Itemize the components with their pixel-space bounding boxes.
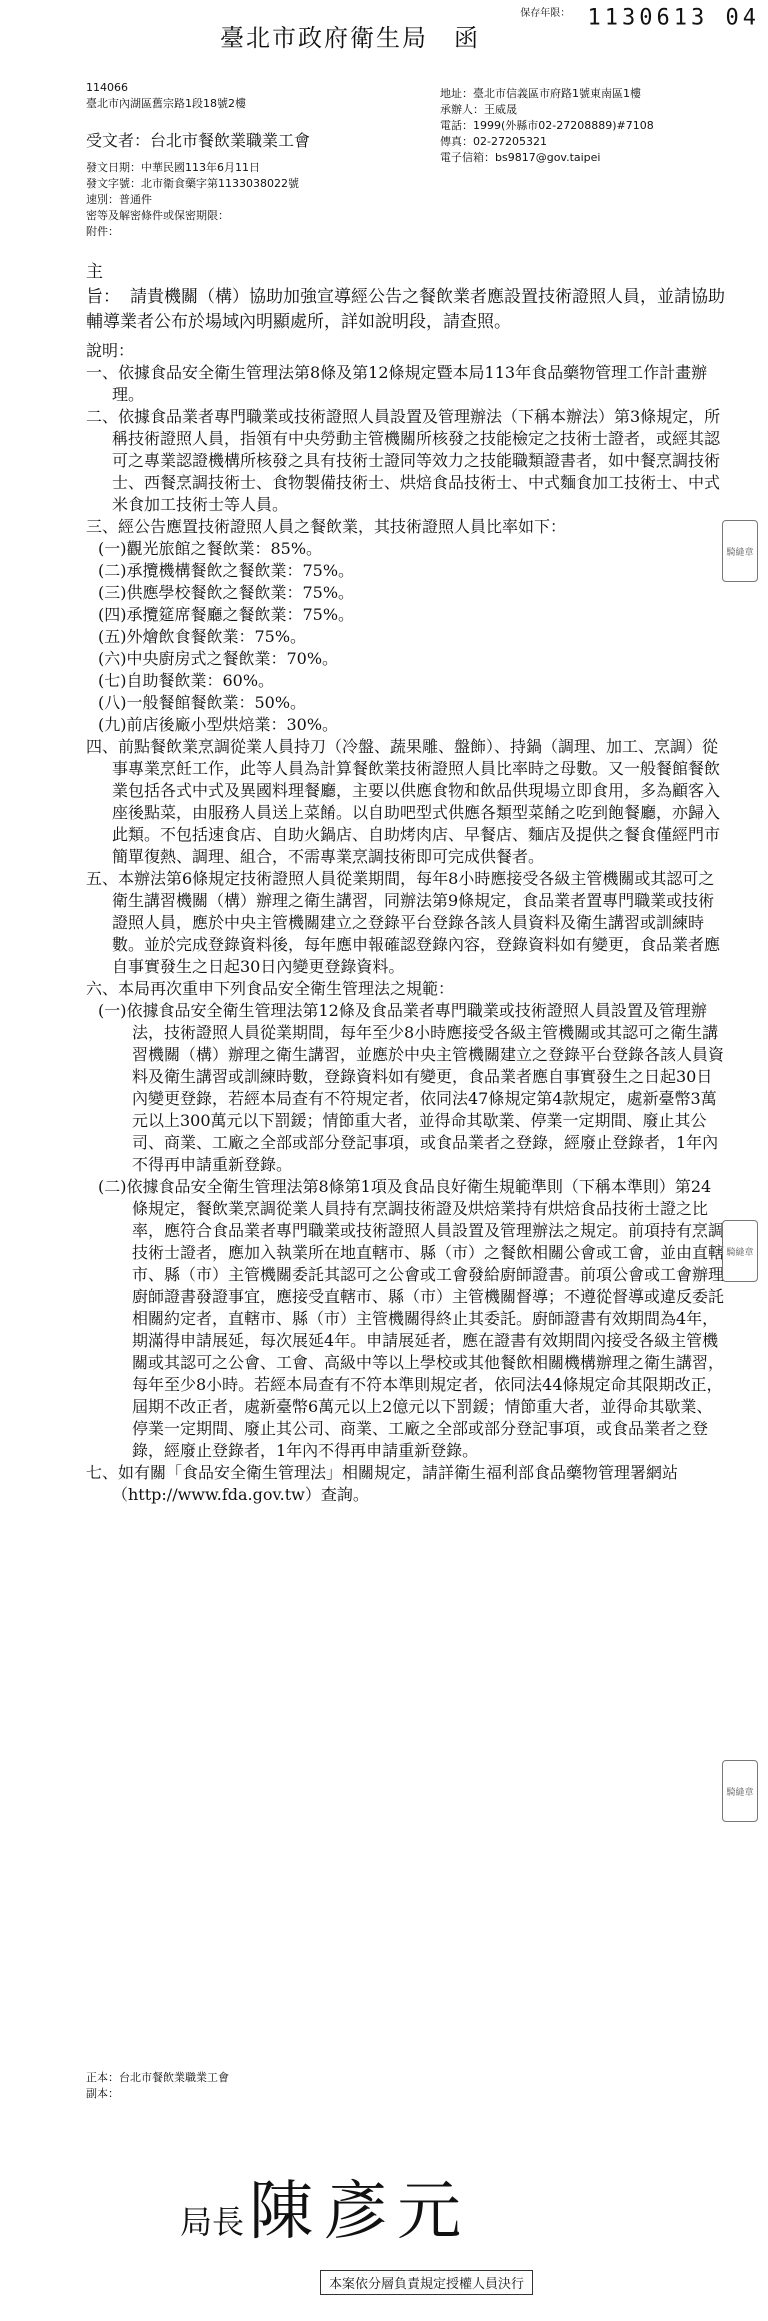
signature-title: 局長 [180,2203,245,2241]
speed: 速別：普通件 [86,193,152,206]
archive-code: 1130613 04 [587,5,760,31]
sub-item: (二)依據食品安全衛生管理法第8條第1項及食品良好衛生規範準則（下稱本準則）第24條規定，餐飲業烹調從業人員持有烹調技術證及烘焙業持有烘焙食品技術士證之比率，應符合食品業者專門職業或技術證照人員設置及管理辦法之規定。前項持有烹調技術士證者，應加入執業所在地直轄市、縣（市）之餐飲相關公會或工會，並由直轄市、縣（市）主管機關委託其認可之公會或工會發給廚師證書。前項公會或工會辦理廚師證書發證事宜，應接受直轄市、縣（市）主管機關督導；不遵從督導或違反委託相關約定者，直轄市、縣（市）主管機關得終止其委託。廚師證書有效期間為4年，期滿得申請展延，每次展延4年。申請展延者，應在證書有效期間內接受各級主管機關或其認可之公會、工會、高級中等以上學校或其他餐飲相關機構辦理之衛生講習，每年至少8小時。若經本局查有不符本準則規定者，依同法44條規定命其限期改正，屆期不改正者，處新臺幣6萬元以上2億元以下罰鍰；情節重大者，並得命其歇業、停業一定期間、廢止其公司、商業、工廠之全部或部分登記事項，或食品業者之登錄，經廢止登錄者，1年內不得再申請重新登錄。 [98,1177,725,1460]
issue-date: 發文日期：中華民國113年6月11日 [86,161,260,174]
rate-item: (一)觀光旅館之餐飲業：85%。 [98,539,323,558]
archive-stamp [520,4,760,30]
signature-name: 陳彥元 [249,2175,472,2249]
recipient-line: 受文者：台北市餐飲業職業工會 [86,131,311,150]
contact-fax: 傳真：02-27205321 [440,135,547,148]
list-item: 五、本辦法第6條規定技術證照人員從業期間，每年8小時應接受各級主管機關或其認可之衛生講習機關（構）辦理之衛生講習，同辦法第9條規定，食品業者置專門職業或技術證照人員，應於中央主管機關建立之登錄平台登錄各該人員資料及衛生講習或訓練時數。並於完成登錄資料後，每年應申報確認登錄內容，登錄資料如有變更，食品業者應自事實發生之日起30日內變更登錄資料。 [86,869,721,976]
contact-block [440,86,740,166]
meta-block [86,160,299,240]
sender-postal: 114066 [86,81,128,94]
subject-block [86,260,726,335]
authorization-note: 本案依分層負責規定授權人員決行 [320,2270,533,2295]
sender-block [86,80,246,112]
list-item: 一、依據食品安全衛生管理法第8條及第12條規定暨本局113年食品藥物管理工作計畫辦理。 [86,363,708,404]
attachments: 附件： [86,225,119,238]
rate-item: (六)中央廚房式之餐飲業：70%。 [98,649,339,668]
list-item: 六、本局再次重申下列食品安全衛生管理法之規範： [86,979,455,998]
sub-item: (一)依據食品安全衛生管理法第12條及食品業者專門職業或技術證照人員設置及管理辦法，技術證照人員從業期間，每年至少8小時應接受各級主管機關或其認可之衛生講習機關（構）辦理之衛生講習，並應於中央主管機關建立之登錄平台登錄各該人員資料及衛生講習或訓練時數，登錄資料如有變更，食品業者應自事實發生之日起30日內變更登錄，若經本局查有不符規定者，依同法47條規定第4款規定，處新臺幣3萬元以上300萬元以下罰鍰；情節重大者，並得命其歇業、停業一定期間、廢止其公司、商業、工廠之全部或部分登記事項，或食品業者之登錄，經廢止登錄者，1年內不得再申請重新登錄。 [98,1001,725,1174]
rate-item: (九)前店後廠小型烘焙業：30%。 [98,715,339,734]
rate-item: (七)自助餐飲業：60%。 [98,671,275,690]
seam-stamp: 騎縫章 [722,1220,758,1282]
copy-recipient: 副本： [86,2087,119,2100]
rate-item: (二)承攬機構餐飲之餐飲業：75%。 [98,561,355,580]
signature-block [180,2160,471,2252]
sender-address: 臺北市內湖區舊宗路1段18號2樓 [86,97,246,110]
distribution-block [86,2070,229,2102]
seam-stamp: 騎縫章 [722,520,758,582]
list-item: 四、前點餐飲業烹調從業人員持刀（冷盤、蔬果雕、盤飾）、持鍋（調理、加工、烹調）從事專業烹飪工作，此等人員為計算餐飲業技術證照人員比率時之母數。又一般餐館餐飲業包括各式中式及異國料理餐廳，主要以供應食物和飲品供現場立即食用，多為顧客入座後點菜，由服務人員送上菜餚。以自助吧型式供應各類型菜餚之吃到飽餐廳，亦歸入此類。不包括速食店、自助火鍋店、自助烤肉店、早餐店、麵店及提供之餐食僅經門市簡單復熱、調理、組合，不需專業烹調技術即可完成供餐者。 [86,737,721,866]
rate-item: (五)外燴飲食餐飲業：75%。 [98,627,307,646]
explanation-block [86,340,726,1506]
contact-tel: 電話：1999(外縣市02-27208889)#7108 [440,119,654,132]
rate-item: (八)一般餐館餐飲業：50%。 [98,693,307,712]
rate-item: (三)供應學校餐飲之餐飲業：75%。 [98,583,355,602]
document-title: 臺北市政府衛生局 函 [220,24,480,52]
secrecy: 密等及解密條件或保密期限： [86,209,229,222]
contact-address: 地址：臺北市信義區市府路1號東南區1樓 [440,87,641,100]
list-item: 二、依據食品業者專門職業或技術證照人員設置及管理辦法（下稱本辦法）第3條規定，所稱技術證照人員，指領有中央勞動主管機關所核發之技能檢定之技術士證者，或經其認可之專業認證機構所核發之具有技術士證同等效力之技能職類證書者，如中餐烹調技術士、西餐烹調技術士、食物製備技術士、烘焙食品技術士、中式麵食加工技術士、中式米食加工技術士等人員。 [86,407,721,514]
subject-text: 請貴機關（構）協助加強宣導經公告之餐飲業者應設置技術證照人員，並請協助輔導業者公布於場域內明顯處所，詳如說明段，請查照。 [86,287,725,332]
subject-label: 主旨： [86,262,120,307]
contact-email: 電子信箱：bs9817@gov.taipei [440,151,601,164]
list-item: 七、如有關「食品安全衛生管理法」相關規定，請詳衛生福利部食品藥物管理署網站（http://www.fda.gov.tw）查詢。 [86,1463,679,1504]
list-item: 三、經公告應置技術證照人員之餐飲業，其技術證照人員比率如下： [86,517,567,536]
archive-label: 保存年限： [520,8,571,19]
contact-person: 承辦人：王威晟 [440,103,517,116]
issue-number: 發文字號：北市衛食藥字第1133038022號 [86,177,299,190]
explanation-label: 說明： [86,341,135,360]
main-recipient: 正本：台北市餐飲業職業工會 [86,2071,229,2084]
rate-item: (四)承攬筵席餐廳之餐飲業：75%。 [98,605,355,624]
seam-stamp: 騎縫章 [722,1760,758,1822]
